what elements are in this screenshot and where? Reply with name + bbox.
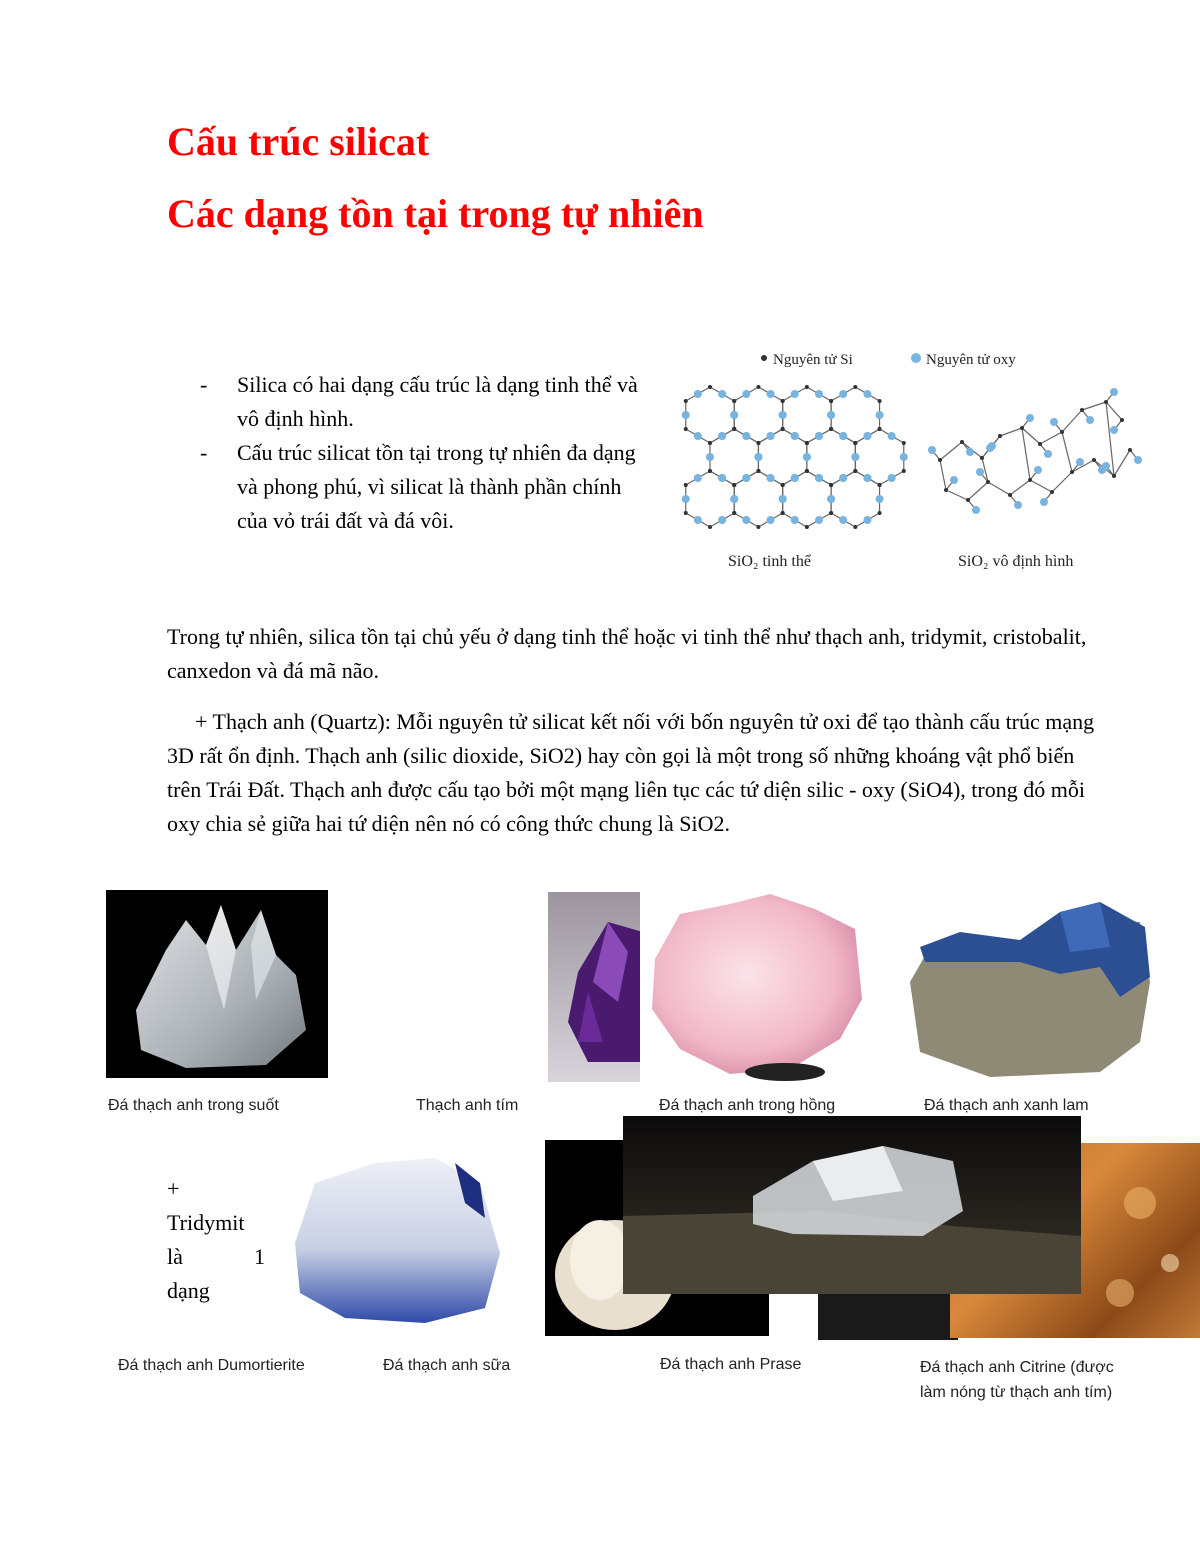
silicon-atom <box>1060 430 1064 434</box>
silicon-atom <box>781 511 785 515</box>
prase-photo <box>623 1116 1081 1294</box>
oxygen-atom <box>1034 466 1042 474</box>
page-subtitle: Các dạng tồn tại trong tự nhiên <box>167 191 704 236</box>
oxygen-atom <box>976 468 984 476</box>
oxygen-atom <box>682 495 690 503</box>
bond-line <box>1062 432 1072 472</box>
oxygen-atom <box>694 516 702 524</box>
caption-citrine-line2: làm nóng từ thạch anh tím) <box>918 1382 1114 1404</box>
silicon-atom <box>1028 478 1032 482</box>
tridymit-word: Tridymit <box>167 1210 245 1235</box>
silicon-atom <box>708 441 712 445</box>
oxygen-atom <box>1110 388 1118 396</box>
oxygen-atom <box>1050 418 1058 426</box>
oxygen-atom <box>767 432 775 440</box>
bond-line <box>946 490 968 500</box>
silicon-atom <box>708 469 712 473</box>
oxygen-atom <box>742 390 750 398</box>
silicon-atom <box>805 469 809 473</box>
oxygen-atom <box>730 411 738 419</box>
bond-line <box>1030 480 1052 492</box>
intro-paragraph: Trong tự nhiên, silica tồn tại chủ yếu ở dạng tinh thể hoặc vi tinh thể như thạch anh, tridymit, cristobalit, canxedon và đá mã não. <box>167 624 1087 683</box>
silicon-atom <box>1020 426 1024 430</box>
oxygen-atom <box>863 390 871 398</box>
silicon-atom <box>829 427 833 431</box>
oxygen-atom <box>900 453 908 461</box>
silicon-atom <box>805 441 809 445</box>
oxygen-atom <box>791 432 799 440</box>
silicon-atom <box>756 385 760 389</box>
silicon-atom <box>986 480 990 484</box>
bond-line <box>1114 450 1130 476</box>
caption-dumortierite: Đá thạch anh Dumortierite <box>116 1355 307 1377</box>
oxygen-atom <box>1134 456 1142 464</box>
oxygen-atom <box>863 432 871 440</box>
caption-clear-quartz: Đá thạch anh trong suốt <box>106 1095 281 1117</box>
caption-milky-quartz: Đá thạch anh sữa <box>381 1355 512 1377</box>
bullet-text: Silica có hai dạng cấu trúc là dạng tinh thể và vô định hình. <box>237 372 638 431</box>
si-legend-label: Nguyên tử Si <box>773 352 853 368</box>
silicon-atom <box>938 458 942 462</box>
silicon-atom <box>781 427 785 431</box>
oxygen-atom <box>839 432 847 440</box>
oxygen-atom <box>1026 414 1034 422</box>
bullet-list <box>200 368 650 538</box>
oxygen-atom <box>779 411 787 419</box>
oxygen-atom <box>1086 416 1094 424</box>
amorphous-network <box>928 388 1142 514</box>
silicon-atom <box>781 399 785 403</box>
crystal-label: SiO₂ tinh thể <box>728 553 811 570</box>
blue-quartz-photo <box>900 892 1162 1082</box>
silicon-atom <box>960 440 964 444</box>
bond-line <box>1000 428 1022 436</box>
silicon-atom <box>756 469 760 473</box>
caption-amethyst: Thạch anh tím <box>414 1095 520 1117</box>
oxygen-atom <box>888 432 896 440</box>
oxygen-atom <box>928 446 936 454</box>
oxygen-atom <box>767 390 775 398</box>
oxygen-atom <box>694 474 702 482</box>
silicon-atom <box>756 441 760 445</box>
oxygen-atom <box>1102 462 1110 470</box>
oxygen-atom <box>966 448 974 456</box>
oxygen-atom <box>791 516 799 524</box>
silicon-atom <box>902 469 906 473</box>
silicon-atom <box>684 399 688 403</box>
silicon-atom <box>708 385 712 389</box>
silicon-atom <box>805 385 809 389</box>
oxygen-atom <box>742 432 750 440</box>
oxygen-atom <box>791 474 799 482</box>
oxygen-atom <box>851 453 859 461</box>
oxygen-atom <box>1014 501 1022 509</box>
oxy-legend-label: Nguyên tử oxy <box>926 352 1016 368</box>
oxygen-atom <box>815 474 823 482</box>
oxygen-atom <box>718 516 726 524</box>
silicon-atom <box>878 427 882 431</box>
oxygen-atom <box>754 453 762 461</box>
bond-line <box>1052 472 1072 492</box>
oxygen-atom <box>863 516 871 524</box>
amorphous-label: SiO₂ vô định hình <box>958 553 1074 570</box>
silicon-atom <box>902 441 906 445</box>
oxygen-atom <box>1040 498 1048 506</box>
bullet-item <box>200 368 650 436</box>
bond-line <box>1106 402 1122 420</box>
oxygen-atom <box>791 390 799 398</box>
oxygen-atom <box>779 495 787 503</box>
silicon-atom <box>878 483 882 487</box>
bond-line <box>940 442 962 460</box>
silicon-atom <box>878 399 882 403</box>
silicon-atom <box>944 488 948 492</box>
silicon-atom <box>829 511 833 515</box>
oxygen-atom <box>767 516 775 524</box>
silicon-atom <box>684 511 688 515</box>
silicon-atom <box>684 427 688 431</box>
silicon-atom <box>1050 490 1054 494</box>
oxygen-atom <box>718 432 726 440</box>
dumortierite-photo <box>285 1143 507 1331</box>
silicon-atom <box>998 434 1002 438</box>
bullet-dash: - <box>200 372 208 397</box>
caption-rose-quartz: Đá thạch anh trong hồng <box>657 1095 837 1117</box>
oxygen-atom <box>839 474 847 482</box>
bond-line <box>968 482 988 500</box>
silicon-atom <box>829 483 833 487</box>
amethyst-photo <box>548 892 648 1082</box>
tridymit-one: 1 <box>254 1244 265 1269</box>
si-legend-dot <box>761 355 767 361</box>
bullet-dash: - <box>200 440 208 465</box>
oxygen-atom <box>694 432 702 440</box>
oxygen-atom <box>742 474 750 482</box>
silicon-atom <box>1104 400 1108 404</box>
oxygen-atom <box>742 516 750 524</box>
oxygen-atom <box>827 495 835 503</box>
oxygen-atom <box>876 495 884 503</box>
oxygen-atom <box>1044 450 1052 458</box>
tridymit-row <box>167 1240 265 1274</box>
oxygen-atom <box>815 516 823 524</box>
silicon-atom <box>1112 474 1116 478</box>
bond-line <box>940 460 946 490</box>
bond-line <box>1082 402 1106 410</box>
silicon-atom <box>853 525 857 529</box>
quartz-paragraph: + Thạch anh (Quartz): Mỗi nguyên tử silicat kết nối với bốn nguyên tử oxi để tạo thành cấu trúc mạng 3D rất ổn định. Thạch anh (silic dioxide, SiO2) hay còn gọi là một trong số những khoáng vật phổ biến trên Trái Đất. Thạch anh được cấu tạo bởi một mạng liên tục các tứ diện silic - oxy (SiO4), trong đó mỗi oxy chia sẻ giữa hai tứ diện nên nó có công thức chung là SiO2. <box>167 709 1095 836</box>
silicon-atom <box>1008 493 1012 497</box>
crystal-lattice <box>682 385 908 529</box>
oxygen-atom <box>718 390 726 398</box>
oxygen-atom <box>988 442 996 450</box>
oxygen-atom <box>876 411 884 419</box>
silicon-atom <box>1080 408 1084 412</box>
silicon-atom <box>1070 470 1074 474</box>
oxygen-atom <box>815 390 823 398</box>
tridymit-plus: + <box>167 1176 180 1201</box>
oxygen-atom <box>863 474 871 482</box>
bond-line <box>988 482 1010 495</box>
bond-line <box>1040 432 1062 444</box>
oxygen-atom <box>1110 426 1118 434</box>
sio2-structure-diagram <box>670 340 1150 580</box>
caption-blue-quartz: Đá thạch anh xanh lam <box>922 1095 1091 1117</box>
oxygen-atom <box>706 453 714 461</box>
silicon-atom <box>853 385 857 389</box>
silicon-atom <box>1120 418 1124 422</box>
oxygen-atom <box>682 411 690 419</box>
page-title: Cấu trúc silicat <box>167 119 430 164</box>
bond-line <box>1010 480 1030 495</box>
silicon-atom <box>853 441 857 445</box>
oxy-legend-dot <box>911 353 921 363</box>
oxygen-atom <box>694 390 702 398</box>
bond-line <box>1062 410 1082 432</box>
silicon-atom <box>732 511 736 515</box>
caption-citrine-line1: Đá thạch anh Citrine (được <box>918 1357 1116 1379</box>
clear-quartz-photo <box>106 890 328 1078</box>
oxygen-atom <box>767 474 775 482</box>
tridymit-la: là <box>167 1244 183 1269</box>
oxygen-atom <box>827 411 835 419</box>
silicon-atom <box>878 511 882 515</box>
oxygen-atom <box>730 495 738 503</box>
silicon-atom <box>853 469 857 473</box>
oxygen-atom <box>803 453 811 461</box>
oxygen-atom <box>839 390 847 398</box>
silicon-atom <box>708 525 712 529</box>
oxygen-atom <box>718 474 726 482</box>
rose-quartz-photo <box>640 889 878 1086</box>
oxygen-atom <box>1076 458 1084 466</box>
silicon-atom <box>1092 458 1096 462</box>
oxygen-atom <box>815 432 823 440</box>
tridymit-dang: dạng <box>167 1278 210 1303</box>
silicon-atom <box>781 483 785 487</box>
silicon-atom <box>684 483 688 487</box>
silicon-atom <box>805 525 809 529</box>
silicon-atom <box>732 427 736 431</box>
silicon-atom <box>966 498 970 502</box>
caption-prase: Đá thạch anh Prase <box>658 1354 803 1376</box>
oxygen-atom <box>950 476 958 484</box>
oxygen-atom <box>888 474 896 482</box>
oxygen-atom <box>839 516 847 524</box>
bond-line <box>1022 428 1040 444</box>
bullet-item <box>200 436 650 538</box>
oxygen-atom <box>972 506 980 514</box>
silicon-atom <box>1038 442 1042 446</box>
tridymit-text <box>167 1172 265 1308</box>
silicon-atom <box>732 399 736 403</box>
silicon-atom <box>980 456 984 460</box>
silicon-atom <box>756 525 760 529</box>
silicon-atom <box>1128 448 1132 452</box>
silicon-atom <box>829 399 833 403</box>
bullet-text: Cấu trúc silicat tồn tại trong tự nhiên đa dạng và phong phú, vì silicat là thành phần chính của vỏ trái đất và đá vôi. <box>237 440 636 533</box>
silicon-atom <box>732 483 736 487</box>
bond-line <box>1022 428 1030 480</box>
